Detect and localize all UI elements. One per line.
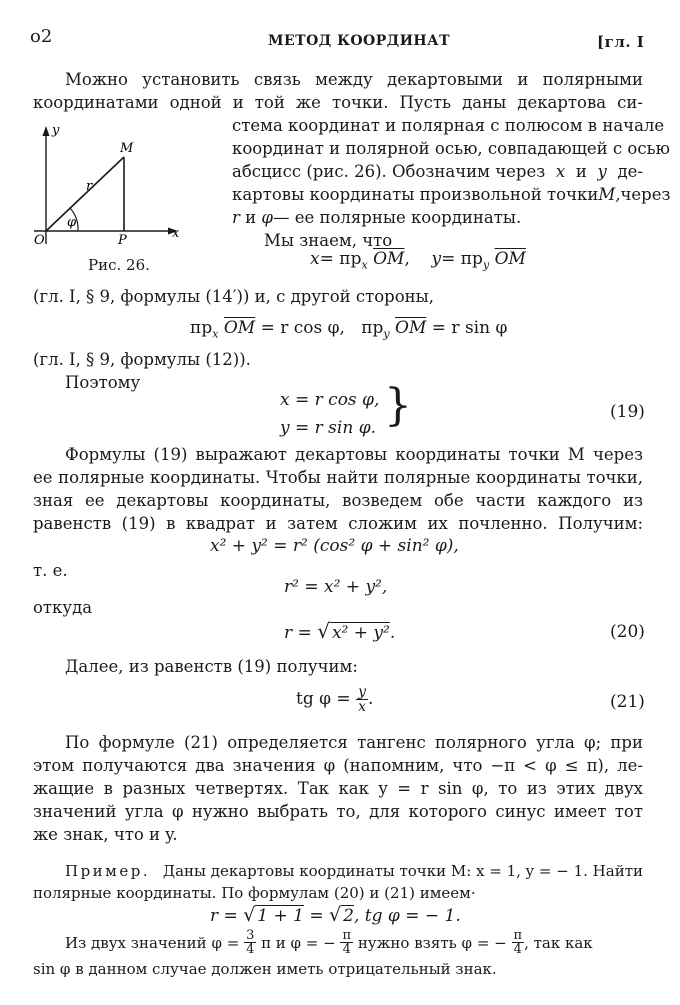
ref-formula-14: (гл. I, § 9, формулы (14′)) и, с другой стороны, <box>33 287 435 306</box>
para1-line6: картовы координаты произвольной точки M, через <box>232 185 671 204</box>
page-number: о2 <box>30 26 53 47</box>
para3-line1: По формуле (21) определяется тангенс полярного угла φ; при <box>65 733 643 752</box>
para1-line2: координатами одной и той же точки. Пусть даны декартова си- <box>33 93 643 112</box>
fraction-pi-4-a: $\frac{\pi}{4}$ <box>342 928 352 957</box>
eq19-number: (19) <box>610 402 645 422</box>
para3-line5: же знак, что и y. <box>33 825 178 844</box>
example-line1: Пример. Даны декартовы координаты точки M: x = 1, y = − 1. Найти <box>65 862 643 880</box>
eq20: r = √ x² + y². <box>284 619 396 643</box>
para2-line4: равенств (19) в квадрат и затем сложим их почленно. Получим: <box>33 514 643 533</box>
para1-line5: абсцисс (рис. 26). Обозначим через x и y де- <box>232 162 643 181</box>
para1-line8: Мы знаем, что <box>264 231 393 250</box>
figure-caption: Рис. 26. <box>88 256 150 274</box>
example-line2: полярные координаты. По формулам (20) и (21) имеем· <box>33 884 476 902</box>
eq19-brace: } <box>384 380 412 431</box>
chapter-ref: [гл. I <box>597 33 645 51</box>
eq21: tg φ = $\frac{y}{x}$ . <box>296 684 374 715</box>
fraction-3-4: $\frac{3}{4}$ <box>246 928 255 957</box>
radius-line <box>46 157 124 231</box>
running-title: МЕТОД КООРДИНАТ <box>268 33 450 49</box>
example-line4: sin φ в данном случае должен иметь отрицательный знак. <box>33 960 497 978</box>
label-x: x <box>172 226 180 241</box>
fraction-pi-4-b: $\frac{\pi}{4}$ <box>513 928 523 957</box>
example-line3: Из двух значений φ = $\frac{3}{4}$ π и φ = − $\frac{\pi}{4}$ нужно взять φ = − $\frac{\pi}{4}$ , так как <box>65 928 593 957</box>
eq-r-squared: r² = x² + y², <box>284 577 388 597</box>
therefore: Поэтому <box>65 373 141 392</box>
eq-projections: $x= пр_x$ $\overline{OM}$, $y= пр_y$ $\overline{OM}$ <box>310 249 526 272</box>
eq19-line2: y = r sin φ. <box>280 418 377 438</box>
eq19-line1: x = r cos φ, <box>280 390 380 410</box>
y-axis-arrow <box>43 126 50 136</box>
para1-line1: Можно установить связь между декартовыми и полярными <box>65 70 643 89</box>
para3-line4: значений угла φ нужно выбрать то, для которого синус имеет тот <box>33 802 643 821</box>
label-O: O <box>34 233 45 248</box>
para1-line3: стема координат и полярная с полюсом в начале <box>232 116 665 135</box>
example-equation: r = √ 1 + 1 = √ 2, tg φ = − 1. <box>210 904 461 926</box>
para1-line4: координат и полярной осью, совпадающей с осью <box>232 139 670 158</box>
para2-line1: Формулы (19) выражают декартовы координаты точки M через <box>65 445 643 464</box>
figure-26 <box>30 118 200 260</box>
ie-text: т. е. <box>33 561 68 580</box>
eq20-number: (20) <box>610 622 645 642</box>
eq-projections-2: $пр_x$ $\overline{OM} = r$ cos φ, $пр_y$ $\overline{OM} = r$ sin φ <box>190 318 508 341</box>
label-P: P <box>118 233 127 248</box>
ref-formula-12: (гл. I, § 9, формулы (12)). <box>33 350 251 369</box>
label-y: y <box>52 123 60 138</box>
further-text: Далее, из равенств (19) получим: <box>65 657 358 676</box>
label-r: r <box>86 179 93 194</box>
para2-line3: зная ее декартовы координаты, возведем обе части каждого из <box>33 491 643 510</box>
eq21-number: (21) <box>610 692 645 712</box>
label-M: M <box>120 141 134 156</box>
label-phi: φ <box>67 215 77 230</box>
eq21-fraction: $\frac{y}{x}$ <box>358 684 366 715</box>
para3-line3: жащие в разных четвертях. Так как y = r sin φ, то из этих двух <box>33 779 643 798</box>
eq-squares: x² + y² = r² (cos² φ + sin² φ), <box>210 536 459 556</box>
para3-line2: этом получаются два значения φ (напомним, что −π < φ ≤ π), ле- <box>33 756 643 775</box>
para2-line2: ее полярные координаты. Чтобы найти полярные координаты точки, <box>33 468 643 487</box>
para1-line7: r и φ— ее полярные координаты. <box>232 208 522 227</box>
whence-text: откуда <box>33 598 93 617</box>
